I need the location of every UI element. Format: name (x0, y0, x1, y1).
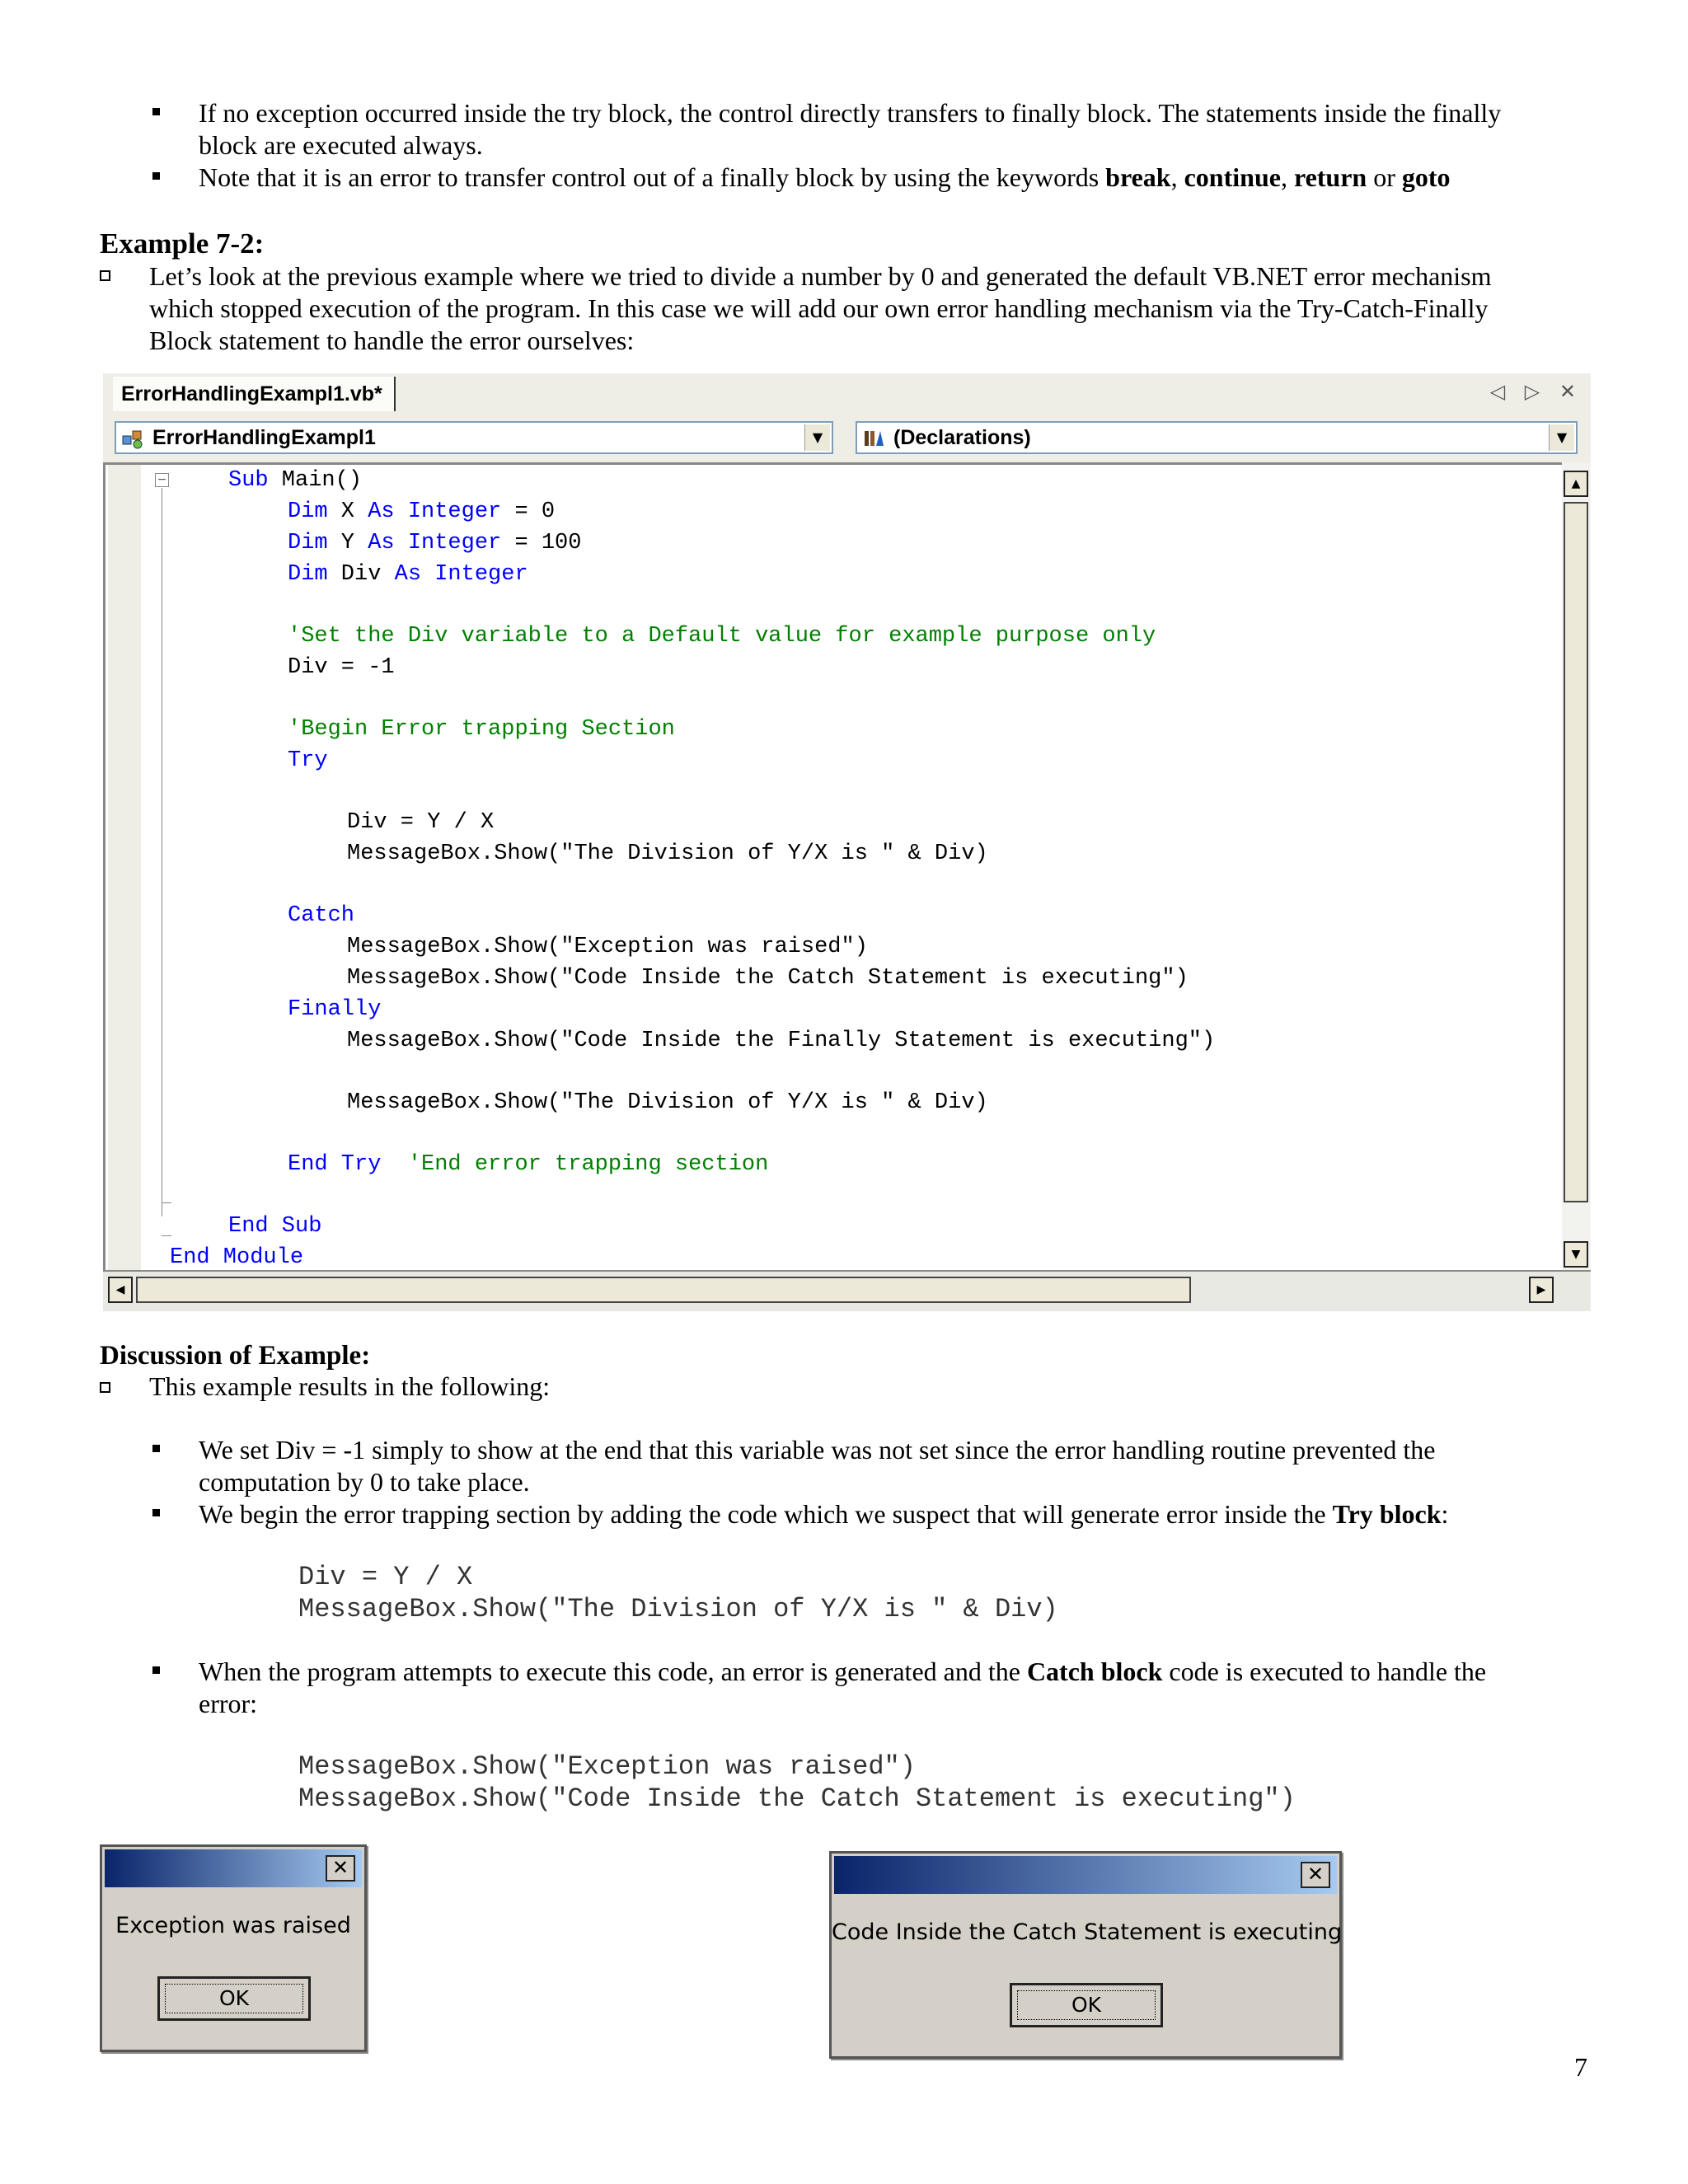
code-comment: 'Begin Error trapping Section (288, 717, 675, 742)
dialog-titlebar (834, 1856, 1337, 1894)
bullet-marker (152, 1509, 160, 1516)
navigation-bar (103, 415, 1591, 462)
page-number: 7 (1574, 2052, 1587, 2082)
code-line: MessageBox.Show("Exception was raised") (347, 935, 868, 959)
code-snippet: MessageBox.Show("Code Inside the Catch Statement is executing") (298, 1783, 1296, 1814)
keyword-continue: continue (1184, 162, 1281, 192)
bullet-text: We begin the error trapping section by adding the code which we suspect that will generate error inside the Try block: (199, 1499, 1449, 1529)
scroll-left-icon[interactable]: ◀ (108, 1277, 133, 1303)
ok-button-label: OK (1017, 1990, 1156, 2020)
editor-tab-bar (103, 373, 1591, 415)
example-heading: Example 7-2: (100, 227, 265, 260)
code-keyword: Catch (288, 903, 355, 928)
dialog-message: Exception was raised (115, 1913, 351, 1938)
bullet-text: If no exception occurred inside the try block, the control directly transfers to finally block. The statements inside the finally (199, 98, 1502, 128)
code-area[interactable] (103, 462, 1562, 1270)
ok-button[interactable] (1010, 1983, 1163, 2027)
method-dropdown-value: (Declarations) (893, 426, 1031, 449)
scroll-up-icon[interactable]: ▲ (1564, 471, 1588, 497)
code-line: Div = Y / X (347, 810, 495, 835)
bullet-text: We set Div = -1 simply to show at the end that this variable was not set since the error handling routine prevented the (199, 1435, 1436, 1465)
dialog-message: Code Inside the Catch Statement is executing (832, 1919, 1343, 1945)
bullet-marker (152, 1666, 160, 1674)
bullet-text: block are executed always. (199, 130, 483, 160)
code-line: MessageBox.Show("The Division of Y/X is " & Div) (347, 841, 988, 866)
intro-text: which stopped execution of the program. In this case we will add our own error handling mechanism via the Try-Catch-Finally (149, 293, 1489, 323)
code-line: MessageBox.Show("Code Inside the Catch Statement is executing") (347, 966, 1189, 991)
vertical-scrollbar[interactable] (1562, 462, 1591, 1270)
checkbox-bullet (100, 270, 110, 281)
outline-tick (162, 1202, 171, 1203)
close-icon[interactable]: ✕ (326, 1855, 355, 1882)
close-icon[interactable]: ✕ (1301, 1862, 1330, 1888)
code-keyword: Finally (288, 997, 382, 1022)
code-snippet: MessageBox.Show("The Division of Y/X is " & Div) (298, 1594, 1058, 1624)
discussion-intro: This example results in the following: (149, 1371, 551, 1401)
module-icon (121, 428, 146, 449)
bullet-marker (152, 1445, 160, 1452)
keyword-goto: goto (1401, 162, 1451, 192)
bullet-text: computation by 0 to take place. (199, 1467, 530, 1497)
class-dropdown-value: ErrorHandlingExampl1 (152, 426, 376, 449)
bullet-text (199, 162, 1451, 194)
editor-tab[interactable]: ErrorHandlingExampl1.vb* (113, 377, 396, 411)
scroll-down-icon[interactable]: ▼ (1564, 1241, 1588, 1268)
tab-controls[interactable]: ◁ ▷ ✕ (1489, 380, 1582, 403)
scroll-right-icon[interactable]: ▶ (1529, 1277, 1554, 1303)
keyword-return: return (1293, 162, 1367, 192)
code-keyword: Try (288, 748, 328, 773)
dialog-titlebar (105, 1849, 362, 1887)
scroll-thumb[interactable] (1564, 502, 1588, 1202)
code-line: Dim X As Integer = 0 (288, 499, 556, 524)
horizontal-scrollbar[interactable] (103, 1270, 1591, 1311)
code-line: MessageBox.Show("Code Inside the Finally Statement is executing") (347, 1029, 1216, 1053)
ok-button[interactable] (157, 1976, 311, 2021)
ok-button-label: OK (165, 1984, 303, 2013)
code-keyword: End Sub (228, 1214, 322, 1239)
editor-gutter (108, 465, 141, 1272)
chevron-down-icon[interactable]: ▼ (804, 424, 830, 451)
outline-tick (162, 1235, 171, 1236)
checkbox-bullet (100, 1382, 110, 1393)
code-editor-window (103, 373, 1591, 1310)
declarations-icon (862, 428, 887, 449)
intro-text: Let’s look at the previous example where we tried to divide a number by 0 and generated the default VB.NET error mechanism (149, 261, 1492, 291)
bullet-text-main: Note that it is an error to transfer control out of a finally block by using the keywords (199, 162, 1100, 192)
code-line: End Try 'End error trapping section (288, 1152, 769, 1177)
keyword-separator: , (1170, 162, 1178, 192)
bullet-text: error: (199, 1689, 258, 1718)
code-comment: 'Set the Div variable to a Default value for example purpose only (288, 624, 1156, 649)
code-line: MessageBox.Show("The Division of Y/X is " & Div) (347, 1090, 988, 1115)
chevron-down-icon[interactable]: ▼ (1549, 424, 1574, 451)
message-box-catch (829, 1851, 1342, 2059)
collapse-icon[interactable]: − (155, 473, 169, 487)
code-line: Div = -1 (288, 655, 395, 680)
keyword-separator: or (1373, 162, 1395, 192)
code-keyword: End Module (170, 1245, 304, 1270)
code-snippet: Div = Y / X (298, 1562, 473, 1592)
discussion-heading: Discussion of Example: (100, 1341, 371, 1371)
code-snippet: MessageBox.Show("Exception was raised") (298, 1751, 916, 1782)
code-line: Sub Main() (228, 468, 363, 493)
code-line: Dim Div As Integer (288, 562, 528, 587)
message-box-exception (100, 1844, 367, 2052)
intro-text: Block statement to handle the error ourselves: (149, 326, 635, 355)
scroll-thumb[interactable] (136, 1277, 1191, 1303)
class-dropdown[interactable] (115, 421, 833, 454)
code-line: Dim Y As Integer = 100 (288, 531, 582, 555)
keyword-break: break (1105, 162, 1171, 192)
bullet-marker (152, 108, 160, 115)
bullet-text: When the program attempts to execute this code, an error is generated and the Catch block code is executed to handle the (199, 1657, 1487, 1686)
method-dropdown[interactable] (856, 421, 1578, 454)
keyword-separator: , (1280, 162, 1287, 192)
bullet-marker (152, 172, 160, 180)
